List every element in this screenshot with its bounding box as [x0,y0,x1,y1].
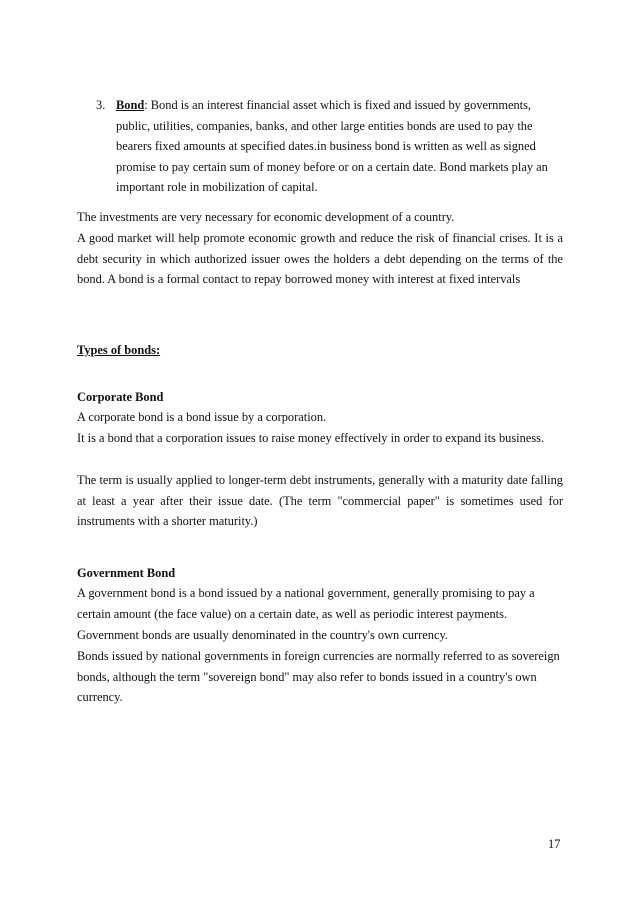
corporate-line-2: It is a bond that a corporation issues to raise money effectively in order to expand its business. [77,431,545,445]
government-line-3: Bonds issued by national governments in foreign currencies are normally referred to as sovereign bonds, although the term "sovereign bond" may also refer to bonds issued in a country's own currency. [77,649,560,704]
list-item-body [116,95,566,198]
corporate-line-1: A corporate bond is a bond issue by a corporation. [77,410,327,424]
corporate-line-3: The term is usually applied to longer-term debt instruments, generally with a maturity date falling at least a year after their issue date. (The term "commercial paper" is sometimes used for instruments with a shorter maturity.) [77,473,563,528]
list-number: 3. [96,98,106,112]
list-item-bond [96,95,566,198]
government-heading: Government Bond [77,566,176,580]
government-line-2: Government bonds are usually denominated in the country's own currency. [77,628,448,642]
paragraph-investments: The investments are very necessary for economic development of a country. [77,210,455,224]
bond-definition: : Bond is an interest financial asset which is fixed and issued by governments, public, utilities, companies, banks, and other large entities bonds are used to pay the bearers fixed amounts at specified dates.in business bond is written as well as signed promise to pay certain sum of money before or on a certain date. Bond markets play an important role in mobilization of capital. [116,98,548,194]
government-line-1: A government bond is a bond issued by a national government, generally promising to pay a certain amount (the face value) on a certain date, as well as periodic interest payments. [77,586,535,621]
page-number: 17 [548,837,561,851]
paragraph-market: A good market will help promote economic growth and reduce the risk of financial crises. It is a debt security in which authorized issuer owes the holders a debt depending on the terms of the bond. A bond is a formal contact to repay borrowed money with interest at fixed intervals [77,231,563,286]
bond-term: Bond [116,98,145,112]
corporate-heading: Corporate Bond [77,390,164,404]
types-heading: Types of bonds: [77,343,161,357]
